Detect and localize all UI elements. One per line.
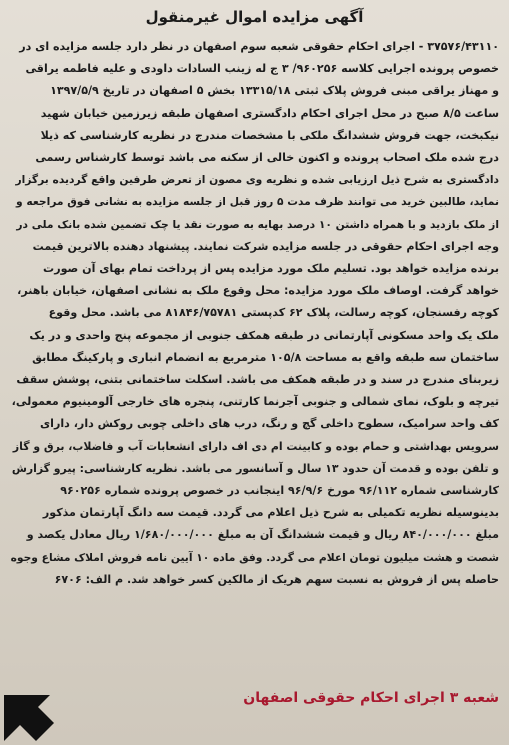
notice-line: ساختمان سه طبقه واقع به مساحت ۱۰۵/۸ مترمربع به انضمام انباری و پارکینگ مطابق xyxy=(32,350,499,364)
notice-body xyxy=(8,36,499,591)
notice-line: درج شده ملک اصحاب پرونده و اکنون خالی از سکنه می باشد توسط کارشناس رسمی xyxy=(35,151,499,165)
notice-line: و تلفن بوده و قدمت آن حدود ۱۳ سال و آسانسور می باشد. نظریه کارشناسی: پیرو گزارش xyxy=(11,461,499,475)
notice-line: کف واحد سرامیک، سطوح داخلی گچ و رنگ، درب های داخلی چوبی روکش دار، دارای xyxy=(40,417,499,431)
notice-line: خصوص پرونده اجرایی کلاسه ۹۶۰۲۵۶/ ۳ ج له زینب السادات داودی و علیه فاطمه یراقی xyxy=(25,62,499,76)
arrow-up-left-icon xyxy=(0,689,56,745)
notice-line: نیکبخت، جهت فروش ششدانگ ملکی با مشخصات مندرج در نظریه کارشناسی که ذیلا xyxy=(40,128,499,142)
notice-line: کارشناسی شماره ۹۶/۱۱۲ مورخ ۹۶/۹/۶ اینجانب در خصوص پرونده شماره ۹۶۰۲۵۶ xyxy=(60,484,499,498)
notice-line: حاصله پس از فروش به نسبت سهم هریک از مالکین کسر خواهد شد. م الف: ۶۷۰۶ xyxy=(54,572,499,586)
notice-line: نماید، طالبین خرید می توانند ظرف مدت ۵ روز قبل از جلسه مزایده به نشانی فوق مراجعه و xyxy=(16,195,499,209)
notice-line: سرویس بهداشتی و حمام بوده و کابینت ام دی اف دارای انشعابات آب و فاضلاب، برق و گاز xyxy=(12,439,499,453)
notice-line: ملک یک واحد مسکونی آپارتمانی در طبقه همکف جنوبی از مجموعه پنج واحدی و در یک xyxy=(29,328,499,342)
notice-line: دادگستری به شرح ذیل ارزیابی شده و نظریه وی مصون از تعرض طرفین واقع گردیده برگزار xyxy=(15,173,499,187)
notice-line: از ملک بازدید و با همراه داشتن ۱۰ درصد بهایه به صورت نقد یا چک تضمین شده بانک ملی در xyxy=(16,217,499,231)
notice-line: خواهد گرفت. اوصاف ملک مورد مزایده: محل وقوع ملک به نشانی اصفهان، خیابان باهنر، xyxy=(17,284,499,298)
notice-line: وجه اجرای احکام حقوقی در جلسه مزایده شرکت نمایند. پیشنهاد دهنده بالاترین قیمت xyxy=(32,239,499,253)
notice-line: ساعت ۸/۵ صبح در محل اجرای احکام دادگستری اصفهان طبقه زیرزمین خیابان شهید xyxy=(40,106,499,120)
notice-line: شصت و هشت میلیون تومان اعلام می گردد. وفق ماده ۱۰ آیین نامه فروش املاک مشاع وجوه xyxy=(10,550,499,564)
notice-line: و مهناز یراقی مبنی فروش پلاک ثبتی ۱۳۳۱۵/۱۸ بخش ۵ اصفهان در تاریخ ۱۳۹۷/۵/۹ xyxy=(50,84,499,98)
notice-line: تیرچه و بلوک، نمای شمالی و جنوبی آجرنما کارتنی، پنجره های خارجی آلومینیوم معمولی، xyxy=(11,395,499,409)
notice-line: کوچه رفسنجان، کوچه رسالت، پلاک ۶۲ کدپستی ۸۱۸۴۶/۷۵۷۸۱ می باشد. محل وقوع xyxy=(48,306,499,320)
notice-line: برنده مزایده خواهد بود. تسلیم ملک مورد مزایده پس از پرداخت تمام بهای آن صورت xyxy=(43,262,499,276)
notice-line: مبلغ ۸۴۰/۰۰۰/۰۰۰ ریال و قیمت ششدانگ آن به مبلغ ۱/۶۸۰/۰۰۰/۰۰۰ ریال معادل یکصد و xyxy=(26,528,499,542)
notice-line: بدینوسیله نظریه تکمیلی به شرح ذیل اعلام می گردد. قیمت سه دانگ آپارتمان مذکور xyxy=(42,506,499,520)
issuer-signature: شعبه ۳ اجرای احکام حقوقی اصفهان xyxy=(243,690,499,706)
notice-line: زیربنای مندرج در سند و در طبقه همکف می باشد. اسکلت ساختمانی بتنی، پوشش سقف xyxy=(16,373,499,387)
notice-title: آگهی مزایده اموال غیرمنقول xyxy=(145,8,364,26)
notice-line: ۳۷۵۷۶/۴۳۱۱۰ - اجرای احکام حقوقی شعبه سوم اصفهان در نظر دارد جلسه مزایده ای در xyxy=(19,40,499,53)
